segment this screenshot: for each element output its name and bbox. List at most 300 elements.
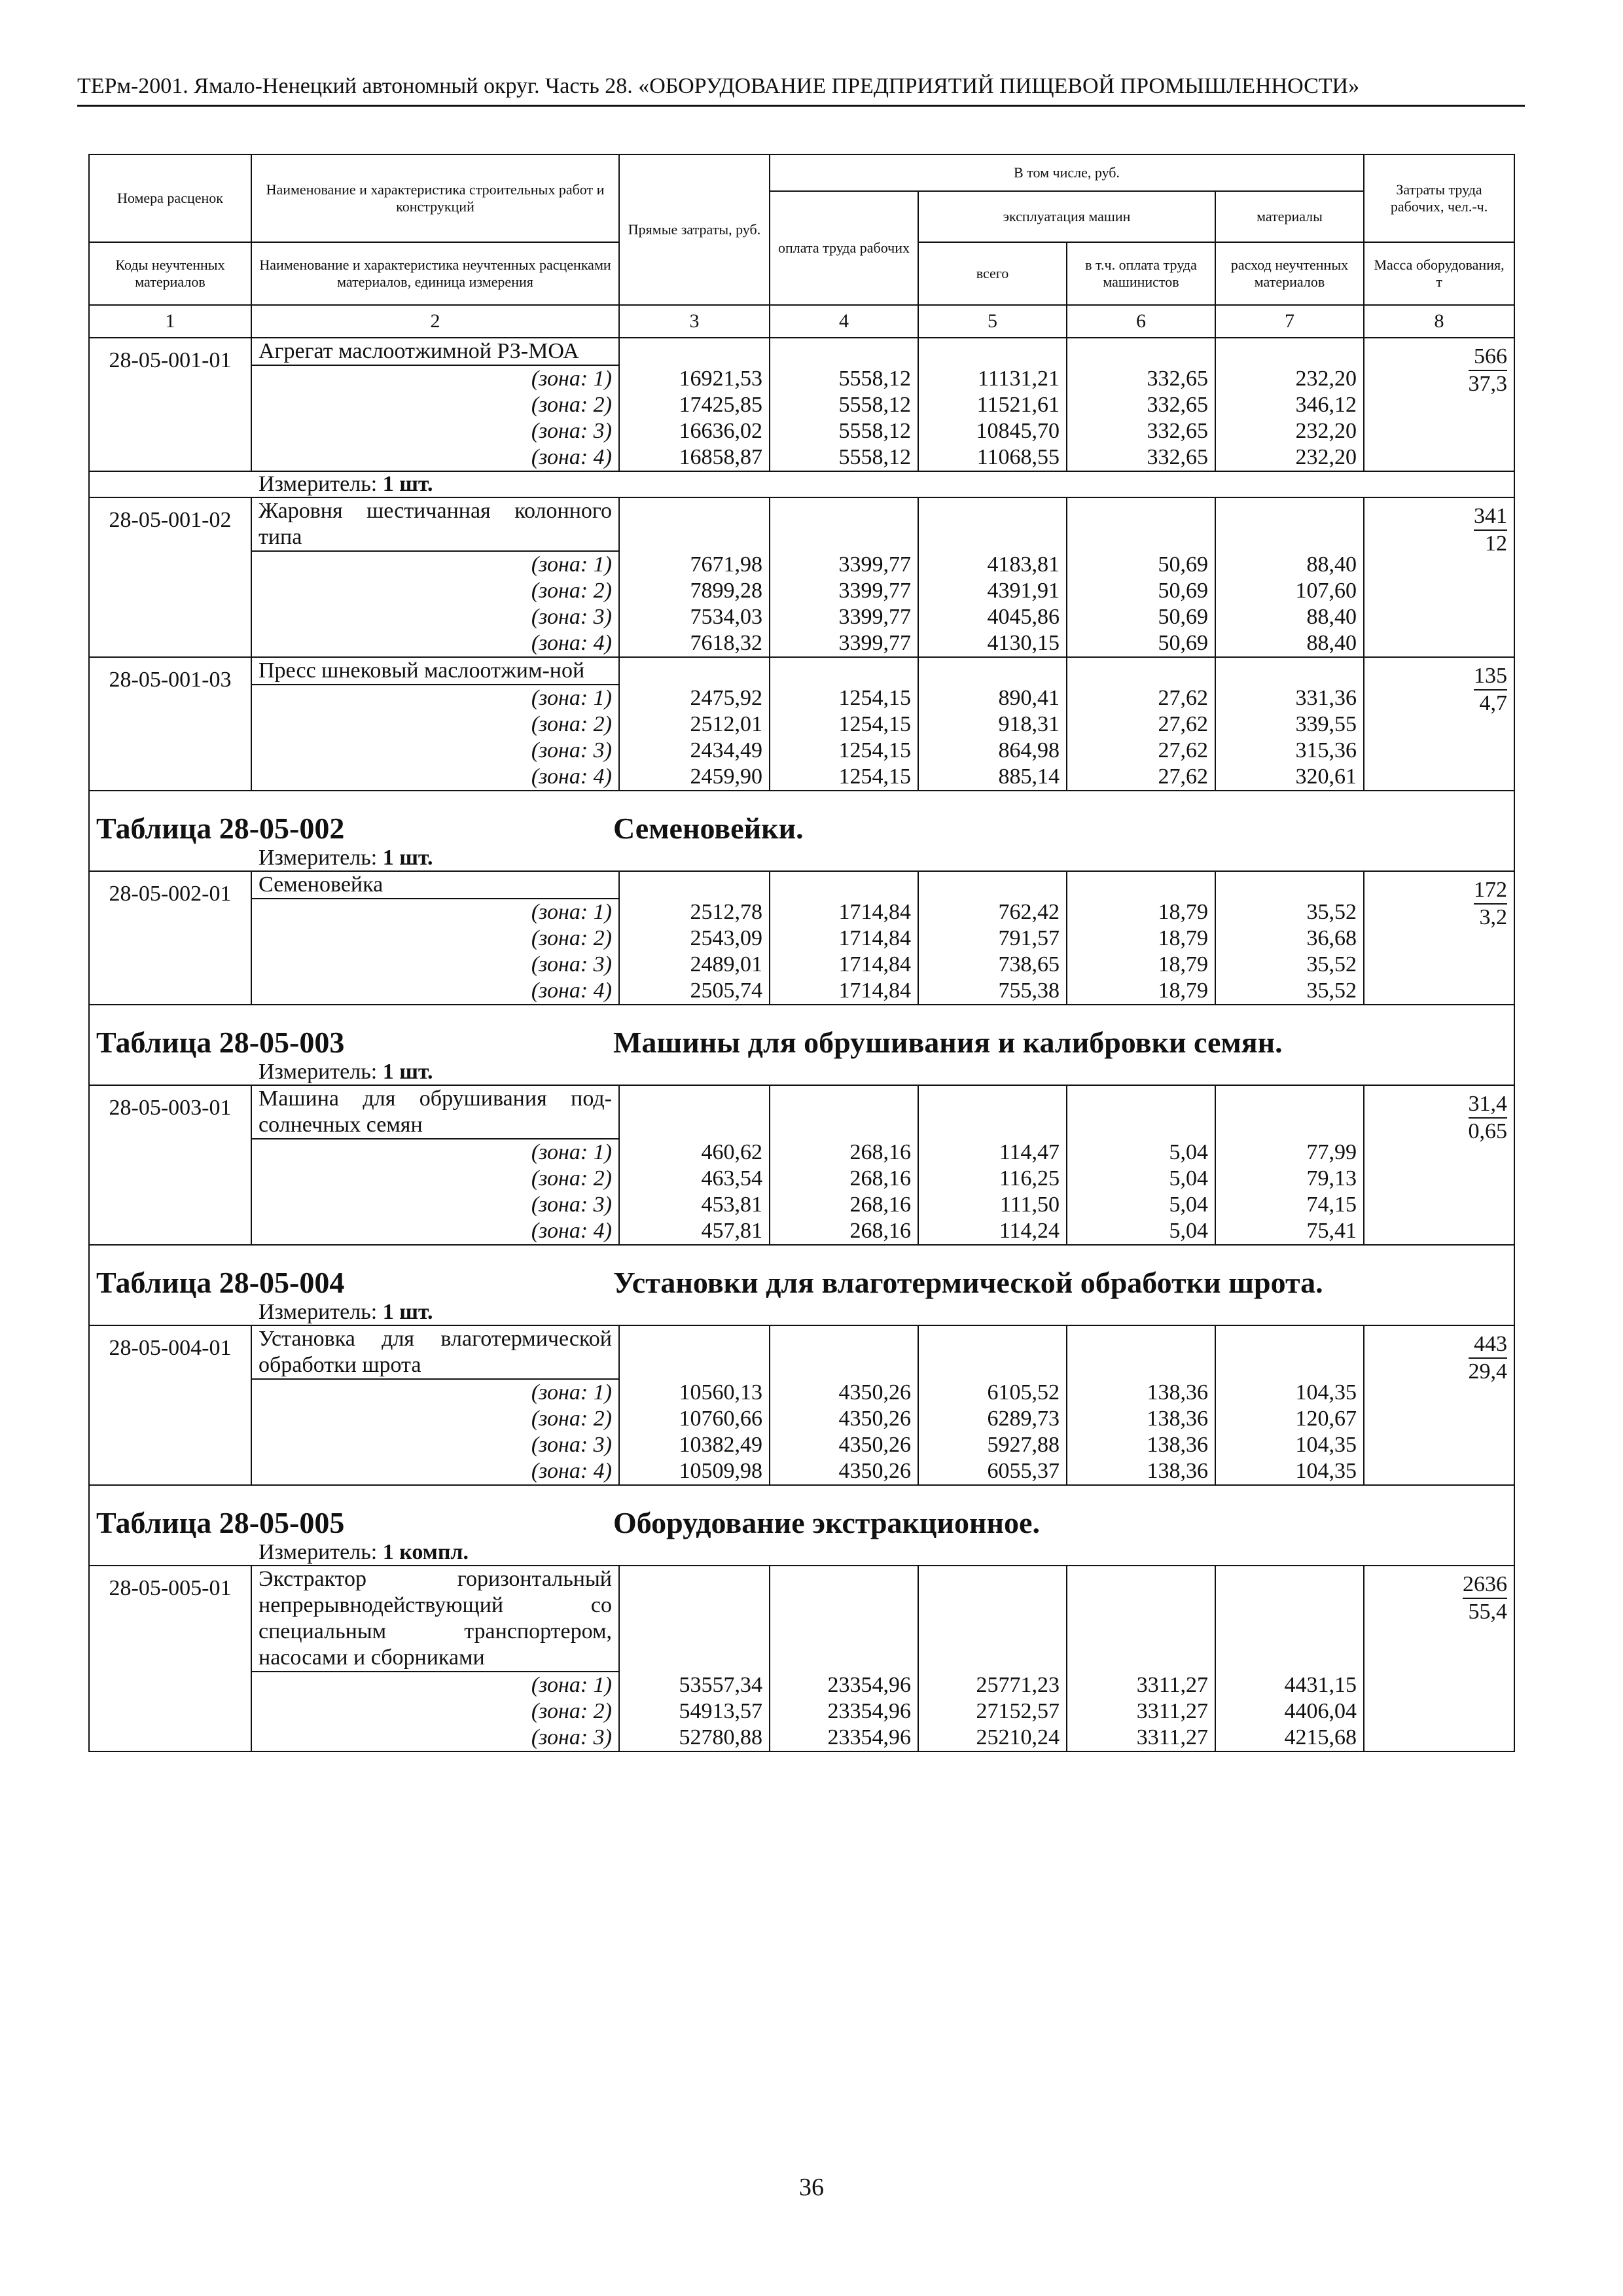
rate-name: Экстрактор горизонтальный непрерывнодействующий со специальным транспортером, насосами и сборниками bbox=[251, 1566, 619, 1672]
rate-code: 28-05-005-01 bbox=[89, 1566, 251, 1751]
measure-row bbox=[89, 1060, 1514, 1085]
empty-cell bbox=[1067, 1325, 1215, 1379]
zone-value: 27,62 bbox=[1067, 685, 1215, 711]
zone-value: 53557,34 bbox=[619, 1672, 770, 1698]
zone-label: (зона: 3) bbox=[251, 418, 619, 444]
labor-mass bbox=[1364, 1325, 1514, 1485]
labor-cost-value: 341 bbox=[1474, 503, 1507, 531]
zone-value: 138,36 bbox=[1067, 1432, 1215, 1458]
rate-row bbox=[89, 1325, 1514, 1379]
zone-value: 4183,81 bbox=[918, 551, 1067, 578]
zone-value: 35,52 bbox=[1215, 952, 1364, 978]
zone-value: 4130,15 bbox=[918, 630, 1067, 657]
zone-value: 1714,84 bbox=[770, 925, 918, 952]
zone-value: 54913,57 bbox=[619, 1698, 770, 1725]
zone-label: (зона: 2) bbox=[251, 578, 619, 604]
zone-value: 50,69 bbox=[1067, 630, 1215, 657]
empty-cell bbox=[918, 1325, 1067, 1379]
zone-row bbox=[89, 392, 1514, 418]
zone-row bbox=[89, 630, 1514, 657]
empty-cell bbox=[1067, 1566, 1215, 1672]
empty-cell bbox=[1067, 871, 1215, 899]
equipment-mass-value: 55,4 bbox=[1468, 1600, 1508, 1624]
zone-value: 3311,27 bbox=[1067, 1725, 1215, 1751]
empty-cell bbox=[619, 338, 770, 365]
table-title-row bbox=[89, 1485, 1514, 1540]
zone-value: 6105,52 bbox=[918, 1379, 1067, 1406]
zone-value: 232,20 bbox=[1215, 444, 1364, 471]
zone-value: 114,47 bbox=[918, 1139, 1067, 1166]
zone-value: 11068,55 bbox=[918, 444, 1067, 471]
zone-value: 1714,84 bbox=[770, 899, 918, 925]
rate-code: 28-05-001-03 bbox=[89, 657, 251, 791]
rate-code: 28-05-002-01 bbox=[89, 871, 251, 1005]
zone-value: 35,52 bbox=[1215, 978, 1364, 1005]
zone-value: 4431,15 bbox=[1215, 1672, 1364, 1698]
empty-cell bbox=[918, 1085, 1067, 1139]
zone-label: (зона: 3) bbox=[251, 952, 619, 978]
zone-label: (зона: 4) bbox=[251, 444, 619, 471]
measure-value: 1 шт. bbox=[382, 472, 433, 496]
zone-value: 7618,32 bbox=[619, 630, 770, 657]
zone-value: 2512,01 bbox=[619, 711, 770, 738]
zone-value: 2475,92 bbox=[619, 685, 770, 711]
zone-value: 16858,87 bbox=[619, 444, 770, 471]
column-number: 3 bbox=[619, 305, 770, 338]
measure-unit bbox=[89, 471, 1514, 497]
zone-row bbox=[89, 551, 1514, 578]
zone-label: (зона: 3) bbox=[251, 604, 619, 630]
zone-row bbox=[89, 978, 1514, 1005]
zone-value: 2505,74 bbox=[619, 978, 770, 1005]
zone-value: 18,79 bbox=[1067, 899, 1215, 925]
zone-value: 27,62 bbox=[1067, 764, 1215, 791]
col-header-mat-codes: Коды неучтенных материалов bbox=[89, 242, 251, 305]
zone-value: 4350,26 bbox=[770, 1432, 918, 1458]
labor-over-mass bbox=[1474, 877, 1507, 931]
zone-value: 320,61 bbox=[1215, 764, 1364, 791]
measure-row bbox=[89, 1300, 1514, 1325]
equipment-mass-value: 29,4 bbox=[1468, 1359, 1508, 1384]
zone-row bbox=[89, 1166, 1514, 1192]
zone-value: 18,79 bbox=[1067, 978, 1215, 1005]
zone-value: 6055,37 bbox=[918, 1458, 1067, 1485]
col-header-incl: В том числе, руб. bbox=[770, 154, 1364, 191]
empty-cell bbox=[918, 497, 1067, 551]
column-number: 6 bbox=[1067, 305, 1215, 338]
empty-cell bbox=[770, 657, 918, 685]
table-heading bbox=[89, 791, 1514, 846]
equipment-mass-value: 12 bbox=[1485, 531, 1508, 556]
zone-value: 88,40 bbox=[1215, 630, 1364, 657]
labor-over-mass bbox=[1474, 503, 1507, 557]
empty-cell bbox=[1215, 657, 1364, 685]
zone-value: 1254,15 bbox=[770, 685, 918, 711]
rate-code: 28-05-003-01 bbox=[89, 1085, 251, 1245]
zone-value: 738,65 bbox=[918, 952, 1067, 978]
zone-value: 463,54 bbox=[619, 1166, 770, 1192]
zone-value: 138,36 bbox=[1067, 1458, 1215, 1485]
table-title-row bbox=[89, 1245, 1514, 1300]
zone-value: 6289,73 bbox=[918, 1406, 1067, 1432]
zone-value: 74,15 bbox=[1215, 1192, 1364, 1218]
zone-value: 7671,98 bbox=[619, 551, 770, 578]
col-header-labor-pay: оплата труда рабочих bbox=[770, 191, 918, 305]
empty-cell bbox=[1215, 338, 1364, 365]
rate-name: Агрегат маслоотжимной РЗ-МОА bbox=[251, 338, 619, 365]
zone-value: 4350,26 bbox=[770, 1379, 918, 1406]
equipment-mass-value: 3,2 bbox=[1479, 905, 1508, 929]
col-header-mat-name: Наименование и характеристика неучтенных расценками материалов, единица измерения bbox=[251, 242, 619, 305]
zone-value: 27,62 bbox=[1067, 711, 1215, 738]
empty-cell bbox=[770, 338, 918, 365]
measure-value: 1 компл. bbox=[382, 1540, 469, 1564]
zone-value: 460,62 bbox=[619, 1139, 770, 1166]
zone-value: 10509,98 bbox=[619, 1458, 770, 1485]
zone-value: 3311,27 bbox=[1067, 1672, 1215, 1698]
empty-cell bbox=[770, 1566, 918, 1672]
column-number: 8 bbox=[1364, 305, 1514, 338]
measure-value: 1 шт. bbox=[382, 1060, 433, 1084]
zone-value: 864,98 bbox=[918, 738, 1067, 764]
zone-row bbox=[89, 1379, 1514, 1406]
empty-cell bbox=[619, 657, 770, 685]
zone-value: 17425,85 bbox=[619, 392, 770, 418]
col-header-name: Наименование и характеристика строительных работ и конструкций bbox=[251, 154, 619, 242]
zone-value: 332,65 bbox=[1067, 392, 1215, 418]
table-heading bbox=[89, 1245, 1514, 1300]
labor-mass bbox=[1364, 1566, 1514, 1751]
empty-cell bbox=[619, 1085, 770, 1139]
zone-label: (зона: 4) bbox=[251, 1218, 619, 1245]
zone-label: (зона: 2) bbox=[251, 1698, 619, 1725]
measure-label: Измеритель: bbox=[259, 1060, 383, 1084]
empty-cell bbox=[1067, 657, 1215, 685]
zone-value: 11521,61 bbox=[918, 392, 1067, 418]
zone-value: 5558,12 bbox=[770, 365, 918, 392]
zone-value: 5558,12 bbox=[770, 418, 918, 444]
page-number: 36 bbox=[799, 2174, 824, 2201]
zone-value: 77,99 bbox=[1215, 1139, 1364, 1166]
col-header-mass: Масса оборудования, т bbox=[1364, 242, 1514, 305]
table-caption: Машины для обрушивания и калибровки семян. bbox=[613, 1026, 1283, 1059]
zone-label: (зона: 1) bbox=[251, 1672, 619, 1698]
zone-value: 3399,77 bbox=[770, 604, 918, 630]
zone-value: 50,69 bbox=[1067, 578, 1215, 604]
col-header-codes: Номера расценок bbox=[89, 154, 251, 242]
column-number: 2 bbox=[251, 305, 619, 338]
empty-cell bbox=[770, 497, 918, 551]
zone-label: (зона: 2) bbox=[251, 925, 619, 952]
zone-value: 5,04 bbox=[1067, 1166, 1215, 1192]
zone-value: 1254,15 bbox=[770, 764, 918, 791]
zone-value: 232,20 bbox=[1215, 365, 1364, 392]
rate-name: Машина для обрушивания под-солнечных семян bbox=[251, 1085, 619, 1139]
zone-value: 16636,02 bbox=[619, 418, 770, 444]
zone-value: 120,67 bbox=[1215, 1406, 1364, 1432]
zone-value: 918,31 bbox=[918, 711, 1067, 738]
zone-value: 2543,09 bbox=[619, 925, 770, 952]
empty-cell bbox=[770, 871, 918, 899]
zone-value: 18,79 bbox=[1067, 952, 1215, 978]
labor-cost-value: 172 bbox=[1474, 877, 1507, 905]
empty-cell bbox=[1067, 497, 1215, 551]
zone-value: 104,35 bbox=[1215, 1458, 1364, 1485]
zone-label: (зона: 3) bbox=[251, 738, 619, 764]
zone-label: (зона: 4) bbox=[251, 978, 619, 1005]
empty-cell bbox=[1067, 1085, 1215, 1139]
empty-cell bbox=[918, 1566, 1067, 1672]
document-header: ТЕРм-2001. Ямало-Ненецкий автономный округ. Часть 28. «ОБОРУДОВАНИЕ ПРЕДПРИЯТИЙ ПИЩЕВОЙ ПРОМЫШЛЕННОСТИ» bbox=[77, 72, 1525, 107]
zone-value: 268,16 bbox=[770, 1218, 918, 1245]
zone-row bbox=[89, 1432, 1514, 1458]
zone-value: 346,12 bbox=[1215, 392, 1364, 418]
zone-label: (зона: 1) bbox=[251, 365, 619, 392]
zone-row bbox=[89, 1458, 1514, 1485]
zone-row bbox=[89, 952, 1514, 978]
zone-value: 2459,90 bbox=[619, 764, 770, 791]
zone-label: (зона: 4) bbox=[251, 630, 619, 657]
zone-value: 4045,86 bbox=[918, 604, 1067, 630]
column-number: 7 bbox=[1215, 305, 1364, 338]
zone-value: 332,65 bbox=[1067, 444, 1215, 471]
col-header-machines: эксплуатация машин bbox=[918, 191, 1215, 242]
rate-name: Установка для влаготермической обработки шрота bbox=[251, 1325, 619, 1379]
zone-row bbox=[89, 1139, 1514, 1166]
zone-value: 23354,96 bbox=[770, 1698, 918, 1725]
rate-row bbox=[89, 1085, 1514, 1139]
zone-value: 27152,57 bbox=[918, 1698, 1067, 1725]
col-header-mat-use: расход неучтенных материалов bbox=[1215, 242, 1364, 305]
measure-label: Измеритель: bbox=[259, 472, 383, 496]
rate-row bbox=[89, 871, 1514, 899]
empty-cell bbox=[918, 871, 1067, 899]
zone-value: 111,50 bbox=[918, 1192, 1067, 1218]
zone-value: 52780,88 bbox=[619, 1725, 770, 1751]
zone-value: 23354,96 bbox=[770, 1725, 918, 1751]
table-number: Таблица 28-05-004 bbox=[96, 1266, 345, 1299]
measure-row bbox=[89, 471, 1514, 497]
zone-value: 10760,66 bbox=[619, 1406, 770, 1432]
zone-value: 138,36 bbox=[1067, 1406, 1215, 1432]
rate-code: 28-05-004-01 bbox=[89, 1325, 251, 1485]
rate-code: 28-05-001-02 bbox=[89, 497, 251, 657]
zone-value: 18,79 bbox=[1067, 925, 1215, 952]
zone-label: (зона: 1) bbox=[251, 551, 619, 578]
rate-code: 28-05-001-01 bbox=[89, 338, 251, 471]
empty-cell bbox=[619, 497, 770, 551]
zone-value: 36,68 bbox=[1215, 925, 1364, 952]
zone-label: (зона: 4) bbox=[251, 764, 619, 791]
col-header-labor-cost: Затраты труда рабочих, чел.-ч. bbox=[1364, 154, 1514, 242]
empty-cell bbox=[1067, 338, 1215, 365]
zone-value: 50,69 bbox=[1067, 604, 1215, 630]
zone-label: (зона: 1) bbox=[251, 899, 619, 925]
labor-cost-value: 566 bbox=[1469, 344, 1508, 371]
equipment-mass-value: 0,65 bbox=[1468, 1119, 1508, 1143]
measure-label: Измеритель: bbox=[259, 1300, 383, 1324]
labor-cost-value: 2636 bbox=[1463, 1571, 1507, 1599]
zone-label: (зона: 4) bbox=[251, 1458, 619, 1485]
empty-cell bbox=[1215, 871, 1364, 899]
labor-mass bbox=[1364, 1085, 1514, 1245]
zone-value: 1254,15 bbox=[770, 711, 918, 738]
equipment-mass-value: 4,7 bbox=[1479, 691, 1508, 715]
measure-unit bbox=[89, 1300, 1514, 1325]
zone-row bbox=[89, 418, 1514, 444]
zone-row bbox=[89, 1192, 1514, 1218]
zone-value: 457,81 bbox=[619, 1218, 770, 1245]
column-number: 5 bbox=[918, 305, 1067, 338]
zone-value: 88,40 bbox=[1215, 551, 1364, 578]
rates-table bbox=[88, 154, 1514, 1752]
empty-cell bbox=[619, 1566, 770, 1672]
empty-cell bbox=[1215, 1325, 1364, 1379]
zone-value: 16921,53 bbox=[619, 365, 770, 392]
col-header-drivers: в т.ч. оплата труда машинистов bbox=[1067, 242, 1215, 305]
zone-value: 2434,49 bbox=[619, 738, 770, 764]
empty-cell bbox=[770, 1325, 918, 1379]
zone-value: 453,81 bbox=[619, 1192, 770, 1218]
zone-value: 5558,12 bbox=[770, 444, 918, 471]
measure-row bbox=[89, 1540, 1514, 1566]
zone-value: 3399,77 bbox=[770, 551, 918, 578]
zone-label: (зона: 1) bbox=[251, 1139, 619, 1166]
zone-value: 11131,21 bbox=[918, 365, 1067, 392]
zone-value: 104,35 bbox=[1215, 1432, 1364, 1458]
zone-value: 339,55 bbox=[1215, 711, 1364, 738]
measure-value: 1 шт. bbox=[382, 846, 433, 870]
zone-value: 332,65 bbox=[1067, 418, 1215, 444]
empty-cell bbox=[619, 1325, 770, 1379]
zone-value: 50,69 bbox=[1067, 551, 1215, 578]
zone-value: 268,16 bbox=[770, 1166, 918, 1192]
zone-value: 2512,78 bbox=[619, 899, 770, 925]
zone-value: 2489,01 bbox=[619, 952, 770, 978]
zone-row bbox=[89, 1218, 1514, 1245]
zone-value: 331,36 bbox=[1215, 685, 1364, 711]
zone-value: 75,41 bbox=[1215, 1218, 1364, 1245]
table-number: Таблица 28-05-002 bbox=[96, 812, 345, 845]
zone-value: 332,65 bbox=[1067, 365, 1215, 392]
col-header-total: всего bbox=[918, 242, 1067, 305]
measure-unit bbox=[89, 1060, 1514, 1085]
column-number: 1 bbox=[89, 305, 251, 338]
zone-row bbox=[89, 578, 1514, 604]
col-header-direct: Прямые затраты, руб. bbox=[619, 154, 770, 305]
zone-row bbox=[89, 764, 1514, 791]
table-title-row bbox=[89, 791, 1514, 846]
empty-cell bbox=[770, 1085, 918, 1139]
zone-value: 10845,70 bbox=[918, 418, 1067, 444]
table-title-row bbox=[89, 1005, 1514, 1060]
zone-value: 23354,96 bbox=[770, 1672, 918, 1698]
zone-row bbox=[89, 711, 1514, 738]
empty-cell bbox=[1215, 1085, 1364, 1139]
zone-value: 4350,26 bbox=[770, 1458, 918, 1485]
zone-value: 3399,77 bbox=[770, 578, 918, 604]
zone-value: 890,41 bbox=[918, 685, 1067, 711]
zone-label: (зона: 2) bbox=[251, 1406, 619, 1432]
zone-value: 4406,04 bbox=[1215, 1698, 1364, 1725]
zone-label: (зона: 3) bbox=[251, 1725, 619, 1751]
measure-label: Измеритель: bbox=[259, 1540, 383, 1564]
labor-over-mass bbox=[1463, 1571, 1507, 1625]
zone-value: 7534,03 bbox=[619, 604, 770, 630]
rate-row bbox=[89, 338, 1514, 365]
zone-value: 315,36 bbox=[1215, 738, 1364, 764]
zone-value: 10560,13 bbox=[619, 1379, 770, 1406]
zone-value: 104,35 bbox=[1215, 1379, 1364, 1406]
zone-label: (зона: 2) bbox=[251, 1166, 619, 1192]
zone-value: 107,60 bbox=[1215, 578, 1364, 604]
table-heading bbox=[89, 1005, 1514, 1060]
zone-value: 762,42 bbox=[918, 899, 1067, 925]
zone-value: 1254,15 bbox=[770, 738, 918, 764]
rate-name: Пресс шнековый маслоотжим-ной bbox=[251, 657, 619, 685]
zone-label: (зона: 2) bbox=[251, 711, 619, 738]
zone-value: 3311,27 bbox=[1067, 1698, 1215, 1725]
zone-row bbox=[89, 738, 1514, 764]
zone-label: (зона: 3) bbox=[251, 1432, 619, 1458]
labor-mass bbox=[1364, 657, 1514, 791]
zone-row bbox=[89, 365, 1514, 392]
zone-value: 4215,68 bbox=[1215, 1725, 1364, 1751]
table-caption: Установки для влаготермической обработки шрота. bbox=[613, 1266, 1323, 1299]
empty-cell bbox=[1215, 497, 1364, 551]
empty-cell bbox=[918, 657, 1067, 685]
empty-cell bbox=[918, 338, 1067, 365]
zone-value: 5,04 bbox=[1067, 1139, 1215, 1166]
zone-label: (зона: 3) bbox=[251, 1192, 619, 1218]
measure-unit bbox=[89, 1540, 1514, 1566]
zone-value: 5927,88 bbox=[918, 1432, 1067, 1458]
labor-mass bbox=[1364, 871, 1514, 1005]
rate-name: Жаровня шестичанная колонного типа bbox=[251, 497, 619, 551]
labor-cost-value: 135 bbox=[1474, 663, 1507, 691]
zone-label: (зона: 1) bbox=[251, 685, 619, 711]
measure-label: Измеритель: bbox=[259, 846, 383, 870]
labor-over-mass bbox=[1469, 1331, 1508, 1385]
rate-name: Семеновейка bbox=[251, 871, 619, 899]
zone-value: 4391,91 bbox=[918, 578, 1067, 604]
zone-row bbox=[89, 1406, 1514, 1432]
table-caption: Семеновейки. bbox=[613, 812, 804, 845]
zone-value: 25210,24 bbox=[918, 1725, 1067, 1751]
zone-row bbox=[89, 1672, 1514, 1698]
zone-value: 232,20 bbox=[1215, 418, 1364, 444]
zone-label: (зона: 1) bbox=[251, 1379, 619, 1406]
labor-cost-value: 31,4 bbox=[1469, 1091, 1508, 1119]
empty-cell bbox=[619, 871, 770, 899]
zone-value: 755,38 bbox=[918, 978, 1067, 1005]
zone-value: 10382,49 bbox=[619, 1432, 770, 1458]
zone-value: 268,16 bbox=[770, 1192, 918, 1218]
zone-value: 114,24 bbox=[918, 1218, 1067, 1245]
zone-row bbox=[89, 899, 1514, 925]
labor-mass bbox=[1364, 338, 1514, 471]
empty-cell bbox=[1215, 1566, 1364, 1672]
zone-value: 25771,23 bbox=[918, 1672, 1067, 1698]
col-header-materials: материалы bbox=[1215, 191, 1364, 242]
zone-value: 1714,84 bbox=[770, 978, 918, 1005]
table-heading bbox=[89, 1485, 1514, 1540]
column-number: 4 bbox=[770, 305, 918, 338]
zone-row bbox=[89, 604, 1514, 630]
zone-row bbox=[89, 1698, 1514, 1725]
labor-over-mass bbox=[1469, 344, 1508, 397]
zone-value: 138,36 bbox=[1067, 1379, 1215, 1406]
